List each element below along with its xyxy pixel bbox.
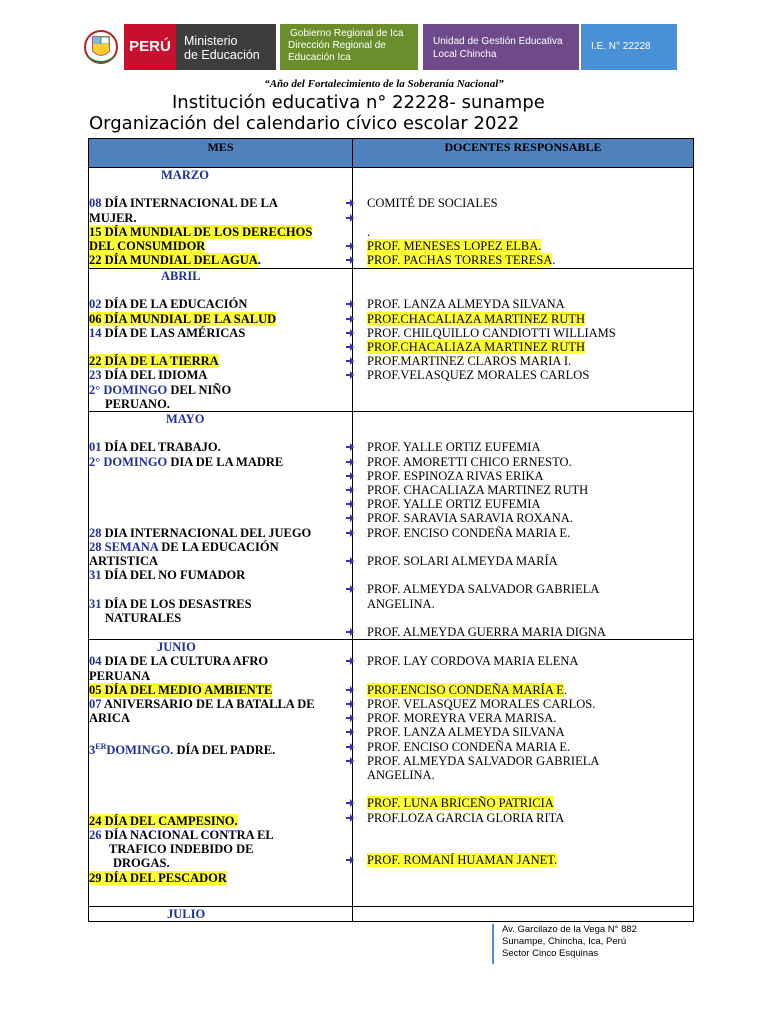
arrow-bullet-icon (346, 242, 354, 250)
gobierno-line-2: Dirección Regional de (288, 40, 386, 51)
list-item: PROF. LANZA ALMEYDA SILVANA (353, 725, 693, 739)
arrow-bullet-icon (346, 628, 354, 636)
table-row (89, 640, 694, 907)
column-header-mes: MES (89, 139, 353, 168)
list-item: PROF. CHILQUILLO CANDIOTTI WILLIAMS (353, 326, 693, 340)
event-item: 2° DOMINGO DIA DE LA MADRE (89, 454, 284, 469)
civic-calendar-table (88, 138, 694, 922)
arrow-bullet-icon (346, 686, 354, 694)
list-item (353, 211, 693, 225)
list-item: PROF. PACHAS TORRES TERESA. (353, 253, 693, 267)
list-item: PROF.MARTINEZ CLAROS MARIA I. (353, 354, 693, 368)
event-item: 05 DÍA DEL MEDIO AMBIENTE (89, 682, 273, 697)
arrow-bullet-icon (346, 500, 354, 508)
arrow-bullet-icon (346, 458, 354, 466)
arrow-bullet-icon (346, 714, 354, 722)
peru-label: PERÚ (129, 38, 171, 55)
list-item: PROF. ALMEYDA SALVADOR GABRIELA (353, 754, 693, 768)
event-item: 15 DÍA MUNDIAL DE LOS DERECHOS (89, 224, 313, 239)
arrow-bullet-icon (346, 214, 354, 222)
list-item: PROF. ESPINOZA RIVAS ERIKA (353, 469, 693, 483)
month-cell-junio (89, 640, 353, 907)
list-item: PROF. ALMEYDA SALVADOR GABRIELA (353, 582, 693, 596)
event-item-cont: MUJER. (89, 210, 137, 225)
month-label: MAYO (166, 412, 205, 426)
list-item: PROF. VELASQUEZ MORALES CARLOS. (353, 697, 693, 711)
list-item: PROF.ENCISO CONDEÑA MARÍA E. (353, 683, 693, 697)
event-item: 2° DOMINGO DEL NIÑO (89, 382, 232, 397)
event-item-cont: PERUANO. (105, 396, 170, 411)
table-row (89, 168, 694, 269)
letterhead (0, 22, 768, 72)
arrow-bullet-icon (346, 814, 354, 822)
event-item: 29 DÍA DEL PESCADOR (89, 870, 227, 885)
arrow-bullet-icon (346, 799, 354, 807)
gobierno-line-1: Gobierno Regional de Ica (290, 28, 404, 39)
list-item: PROF. MOREYRA VERA MARISA. (353, 711, 693, 725)
table-row (89, 269, 694, 412)
arrow-bullet-icon (346, 329, 354, 337)
document-title: Organización del calendario cívico escolar 2022 (89, 113, 520, 134)
teachers-cell-julio (353, 907, 694, 922)
ministerio-logo (176, 24, 276, 70)
arrow-bullet-icon (346, 514, 354, 522)
arrow-bullet-icon (346, 357, 354, 365)
list-item: PROF.CHACALIAZA MARTINEZ RUTH (353, 340, 693, 354)
institution-number: I.E. N° 22228 (591, 41, 651, 52)
ministerio-line-1: Ministerio (184, 34, 238, 48)
event-item: 28 DIA INTERNACIONAL DEL JUEGO (89, 525, 312, 540)
list-item: PROF. SOLARI ALMEYDA MARÍA (353, 554, 693, 568)
arrow-bullet-icon (346, 315, 354, 323)
event-item: 14 DÍA DE LAS AMÉRICAS (89, 325, 246, 340)
list-item: PROF. AMORETTI CHICO ERNESTO. (353, 455, 693, 469)
event-item-cont: TRAFICO INDEBIDO DE (109, 842, 254, 857)
arrow-bullet-icon (346, 700, 354, 708)
institution-title: Institución educativa n° 22228- sunampe (172, 92, 545, 113)
list-item-cont: ANGELINA. (367, 767, 435, 782)
event-item-cont: PERUANA (89, 668, 151, 683)
list-item: . (367, 224, 371, 239)
list-item: PROF. YALLE ORTIZ EUFEMIA (353, 497, 693, 511)
list-item: PROF. SARAVIA SARAVIA ROXANA. (353, 511, 693, 525)
arrow-bullet-icon (346, 256, 354, 264)
arrow-bullet-icon (346, 343, 354, 351)
arrow-bullet-icon (346, 856, 354, 864)
gobierno-regional-box (280, 24, 418, 70)
table-row (89, 907, 694, 922)
list-item: PROF. ENCISO CONDEÑA MARIA E. (353, 740, 693, 754)
teachers-cell-junio (353, 640, 694, 907)
ugel-line-1: Unidad de Gestión Educativa (433, 36, 563, 47)
month-label: JULIO (167, 907, 206, 922)
ugel-box (423, 24, 579, 70)
peru-coat-of-arms-icon (84, 27, 118, 67)
month-label: MARZO (161, 168, 209, 182)
table-row (89, 412, 694, 640)
arrow-bullet-icon (346, 529, 354, 537)
arrow-bullet-icon (346, 557, 354, 565)
event-item-cont: NATURALES (105, 610, 182, 625)
list-item: PROF. ENCISO CONDEÑA MARIA E. (353, 526, 693, 540)
address-line-2: Sunampe, Chincha, Ica, Perú (502, 936, 627, 947)
table-header-row (89, 139, 694, 168)
event-item-cont: ARTISTICA (89, 553, 159, 568)
ministerio-line-2: de Educación (184, 48, 260, 62)
month-cell-marzo (89, 168, 353, 269)
event-item-cont: DROGAS. (113, 856, 170, 871)
peru-logo (124, 24, 176, 70)
event-item: 24 DÍA DEL CAMPESINO. (89, 813, 238, 828)
arrow-bullet-icon (346, 472, 354, 480)
month-cell-mayo (89, 412, 353, 640)
address-line-1: Av. Garcilazo de la Vega N° 882 (502, 924, 637, 935)
arrow-bullet-icon (346, 657, 354, 665)
list-item-cont: ANGELINA. (367, 596, 435, 611)
arrow-bullet-icon (346, 486, 354, 494)
event-item: 02 DÍA DE LA EDUCACIÓN (89, 297, 248, 312)
column-header-docentes: DOCENTES RESPONSABLE (353, 139, 694, 168)
list-item: PROF. MENESES LOPEZ ELBA. (353, 239, 693, 253)
list-item: PROF. LUNA BRICEÑO PATRICIA (353, 796, 693, 810)
event-item: 31 DÍA DEL NO FUMADOR (89, 568, 246, 583)
list-item: COMITÉ DE SOCIALES (353, 196, 693, 210)
event-item: 01 DÍA DEL TRABAJO. (89, 440, 221, 455)
list-item: PROF. LANZA ALMEYDA SILVANA (353, 297, 693, 311)
gobierno-line-3: Educación Ica (288, 52, 351, 63)
arrow-bullet-icon (346, 371, 354, 379)
address-footer (492, 924, 637, 964)
event-item: 04 DIA DE LA CULTURA AFRO (89, 654, 269, 669)
teachers-cell-abril (353, 269, 694, 412)
list-item: PROF. LAY CORDOVA MARIA ELENA (353, 654, 693, 668)
event-item: 06 DÍA MUNDIAL DE LA SALUD (89, 311, 277, 326)
list-item: PROF. YALLE ORTIZ EUFEMIA (353, 440, 693, 454)
event-item: 07 ANIVERSARIO DE LA BATALLA DE (89, 696, 315, 711)
event-item: 28 SEMANA DE LA EDUCACIÓN (89, 539, 279, 554)
event-item: 08 DÍA INTERNACIONAL DE LA (89, 196, 278, 211)
event-item: 23 DÍA DEL IDIOMA (89, 368, 208, 383)
list-item: PROF. CHACALIAZA MARTINEZ RUTH (353, 483, 693, 497)
month-cell-abril (89, 269, 353, 412)
list-item: PROF. ALMEYDA GUERRA MARIA DIGNA (353, 625, 693, 639)
arrow-bullet-icon (346, 743, 354, 751)
list-item: PROF.CHACALIAZA MARTINEZ RUTH (353, 312, 693, 326)
event-item: 3ERDOMINGO. DÍA DEL PADRE. (89, 741, 276, 757)
arrow-bullet-icon (346, 300, 354, 308)
event-item-cont: DEL CONSUMIDOR (89, 239, 206, 253)
event-item: 31 DÍA DE LOS DESASTRES (89, 596, 252, 611)
ugel-line-2: Local Chincha (433, 49, 497, 60)
teachers-cell-marzo (353, 168, 694, 269)
list-item: PROF.VELASQUEZ MORALES CARLOS (353, 368, 693, 382)
arrow-bullet-icon (346, 728, 354, 736)
list-item: PROF. ROMANÍ HUAMAN JANET. (353, 853, 693, 867)
arrow-bullet-icon (346, 585, 354, 593)
address-line-3: Sector Cinco Esquinas (502, 948, 599, 959)
institution-number-box (581, 24, 677, 70)
event-item: 22 DÍA MUNDIAL DEL AGUA. (89, 253, 261, 268)
event-item: 22 DÍA DE LA TIERRA (89, 354, 219, 369)
event-item-cont: ARICA (89, 711, 130, 726)
month-label: ABRIL (161, 269, 201, 283)
month-cell-julio (89, 907, 353, 922)
arrow-bullet-icon (346, 199, 354, 207)
arrow-bullet-icon (346, 443, 354, 451)
list-item: PROF.LOZA GARCIA GLORIA RITA (353, 811, 693, 825)
month-label: JUNIO (157, 640, 196, 655)
event-item: 26 DÍA NACIONAL CONTRA EL (89, 827, 274, 842)
arrow-bullet-icon (346, 757, 354, 765)
year-motto: “Año del Fortalecimiento de la Soberanía Nacional” (264, 78, 504, 90)
teachers-cell-mayo (353, 412, 694, 640)
